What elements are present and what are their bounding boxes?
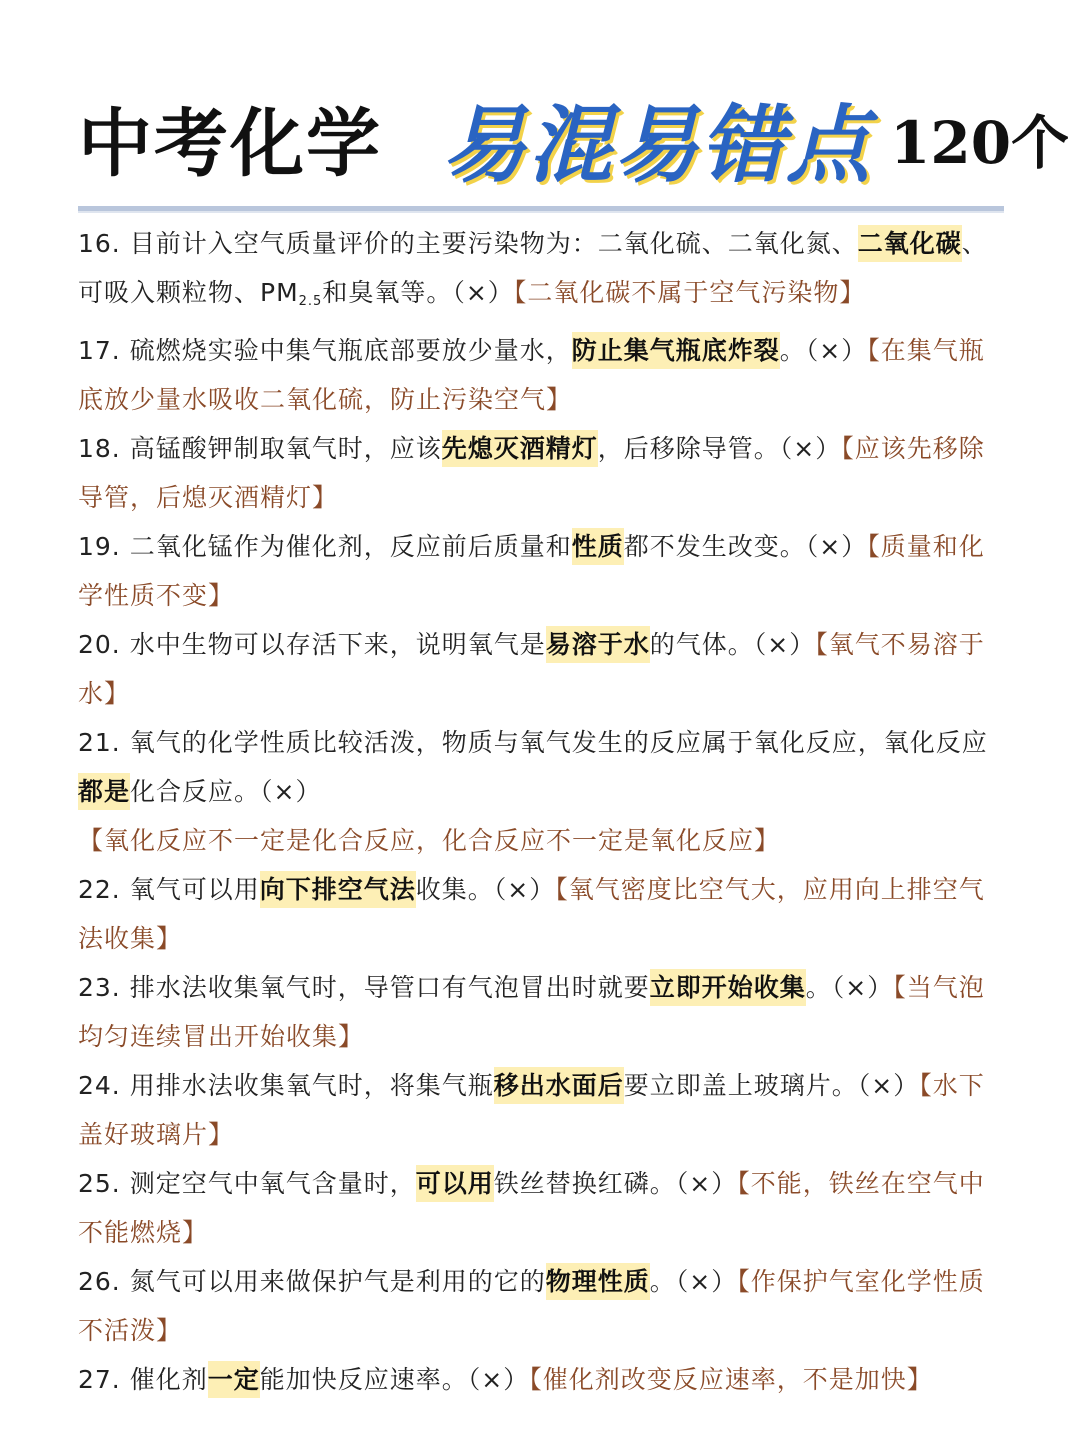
item-text: 收集。 bbox=[415, 875, 494, 904]
item-number: 23. bbox=[78, 973, 121, 1002]
item-number: 17. bbox=[78, 336, 121, 365]
item-highlight: 防止集气瓶底炸裂 bbox=[572, 332, 780, 369]
wrong-mark: （×） bbox=[779, 434, 842, 463]
item-text: 和臭氧等。 bbox=[322, 278, 453, 307]
item-text: 用排水法收集氧气时，将集气瓶 bbox=[129, 1071, 494, 1100]
list-item bbox=[78, 424, 1004, 522]
item-highlight: 都是 bbox=[78, 773, 130, 810]
item-highlight: 立即开始收集 bbox=[650, 969, 806, 1006]
item-text: 高锰酸钾制取氧气时，应该 bbox=[129, 434, 442, 463]
item-text: 水中生物可以存活下来，说明氧气是 bbox=[129, 630, 546, 659]
page-title-accent: 易混易错点 bbox=[442, 95, 873, 194]
list-item bbox=[78, 1061, 1004, 1159]
item-highlight: 先熄灭酒精灯 bbox=[442, 430, 598, 467]
item-text: 催化剂 bbox=[129, 1365, 208, 1394]
item-number: 16. bbox=[78, 229, 121, 258]
item-correction: 【在集气瓶底放少量水吸收二氧化硫，防止污染空气】 bbox=[78, 336, 985, 414]
item-correction: 【当气泡均匀连续冒出开始收集】 bbox=[78, 973, 985, 1051]
wrong-mark: （×） bbox=[260, 777, 322, 806]
list-item bbox=[78, 718, 1004, 865]
item-correction: 【氧气不易溶于水】 bbox=[78, 630, 985, 708]
list-item bbox=[78, 1355, 1004, 1404]
wrong-mark: （×） bbox=[675, 1169, 738, 1198]
item-number: 19. bbox=[78, 532, 121, 561]
item-correction: 【作保护气室化学性质不活泼】 bbox=[78, 1267, 985, 1345]
item-highlight: 物理性质 bbox=[546, 1263, 650, 1300]
item-text: 。 bbox=[805, 973, 832, 1002]
item-number: 21. bbox=[78, 728, 121, 757]
item-text: 铁丝替换红磷。 bbox=[493, 1169, 676, 1198]
item-text: 。 bbox=[779, 336, 806, 365]
item-correction: 【水下盖好玻璃片】 bbox=[78, 1071, 985, 1149]
item-list bbox=[78, 219, 1004, 1404]
wrong-mark: （×） bbox=[452, 278, 514, 307]
item-highlight: 易溶于水 bbox=[546, 626, 650, 663]
item-number: 27. bbox=[78, 1365, 121, 1394]
page-title-count: 120个 bbox=[890, 109, 1070, 177]
item-text: 氮气可以用来做保护气是利用的它的 bbox=[129, 1267, 546, 1296]
item-number: 18. bbox=[78, 434, 121, 463]
wrong-mark: （×） bbox=[753, 630, 816, 659]
item-correction: 【不能，铁丝在空气中不能燃烧】 bbox=[78, 1169, 985, 1247]
item-number: 20. bbox=[78, 630, 121, 659]
item-correction: 【氧化反应不一定是化合反应，化合反应不一定是氧化反应】 bbox=[78, 826, 781, 855]
item-highlight: 性质 bbox=[572, 528, 624, 565]
wrong-mark: （×） bbox=[467, 1365, 530, 1394]
item-highlight: 向下排空气法 bbox=[260, 871, 416, 908]
item-correction: 【质量和化学性质不变】 bbox=[78, 532, 985, 610]
item-number: 24. bbox=[78, 1071, 121, 1100]
item-correction: 【二氧化碳不属于空气污染物】 bbox=[513, 278, 866, 307]
item-text: 要立即盖上玻璃片。 bbox=[623, 1071, 858, 1100]
item-text: 目前计入空气质量评价的主要污染物为：二氧化硫、二氧化氮、 bbox=[129, 229, 858, 258]
wrong-mark: （×） bbox=[805, 336, 868, 365]
item-highlight: 二氧化碳 bbox=[858, 225, 962, 262]
header-divider bbox=[78, 206, 1004, 213]
item-text: 。 bbox=[649, 1267, 676, 1296]
item-number: 22. bbox=[78, 875, 121, 904]
wrong-mark: （×） bbox=[831, 973, 894, 1002]
list-item bbox=[78, 326, 1004, 424]
item-correction: 【应该先移除导管，后熄灭酒精灯】 bbox=[78, 434, 985, 512]
item-text: 2.5 bbox=[298, 294, 323, 309]
wrong-mark: （×） bbox=[675, 1267, 738, 1296]
item-highlight: 可以用 bbox=[416, 1165, 494, 1202]
page-title: 中考化学 bbox=[78, 101, 382, 187]
item-number: 26. bbox=[78, 1267, 121, 1296]
wrong-mark: （×） bbox=[857, 1071, 920, 1100]
page-header bbox=[78, 78, 1070, 198]
item-text: 能加快反应速率。 bbox=[259, 1365, 468, 1394]
list-item bbox=[78, 522, 1004, 620]
list-item bbox=[78, 1257, 1004, 1355]
item-highlight: 一定 bbox=[208, 1361, 260, 1398]
list-item bbox=[78, 620, 1004, 718]
list-item bbox=[78, 865, 1004, 963]
item-text: 测定空气中氧气含量时， bbox=[129, 1169, 416, 1198]
item-text: 的气体。 bbox=[649, 630, 754, 659]
item-highlight: 移出水面后 bbox=[494, 1067, 624, 1104]
item-number: 25. bbox=[78, 1169, 121, 1198]
item-text: 氧气可以用 bbox=[129, 875, 260, 904]
wrong-mark: （×） bbox=[493, 875, 556, 904]
item-text: 化合反应。 bbox=[130, 777, 261, 806]
list-item bbox=[78, 963, 1004, 1061]
item-correction: 【催化剂改变反应速率，不是加快】 bbox=[529, 1365, 933, 1394]
list-item bbox=[78, 1159, 1004, 1257]
item-text: 硫燃烧实验中集气瓶底部要放少量水， bbox=[129, 336, 572, 365]
item-text: 氧气的化学性质比较活泼，物质与氧气发生的反应属于氧化反应，氧化反应 bbox=[129, 728, 988, 757]
list-item bbox=[78, 219, 1004, 326]
item-text: 、可吸入颗粒物、PM bbox=[78, 229, 988, 307]
item-text: 排水法收集氧气时，导管口有气泡冒出时就要 bbox=[129, 973, 650, 1002]
wrong-mark: （×） bbox=[805, 532, 868, 561]
item-text: 都不发生改变。 bbox=[623, 532, 806, 561]
item-text: ，后移除导管。 bbox=[597, 434, 780, 463]
item-correction: 【氧气密度比空气大，应用向上排空气法收集】 bbox=[78, 875, 985, 953]
item-text: 二氧化锰作为催化剂，反应前后质量和 bbox=[129, 532, 572, 561]
